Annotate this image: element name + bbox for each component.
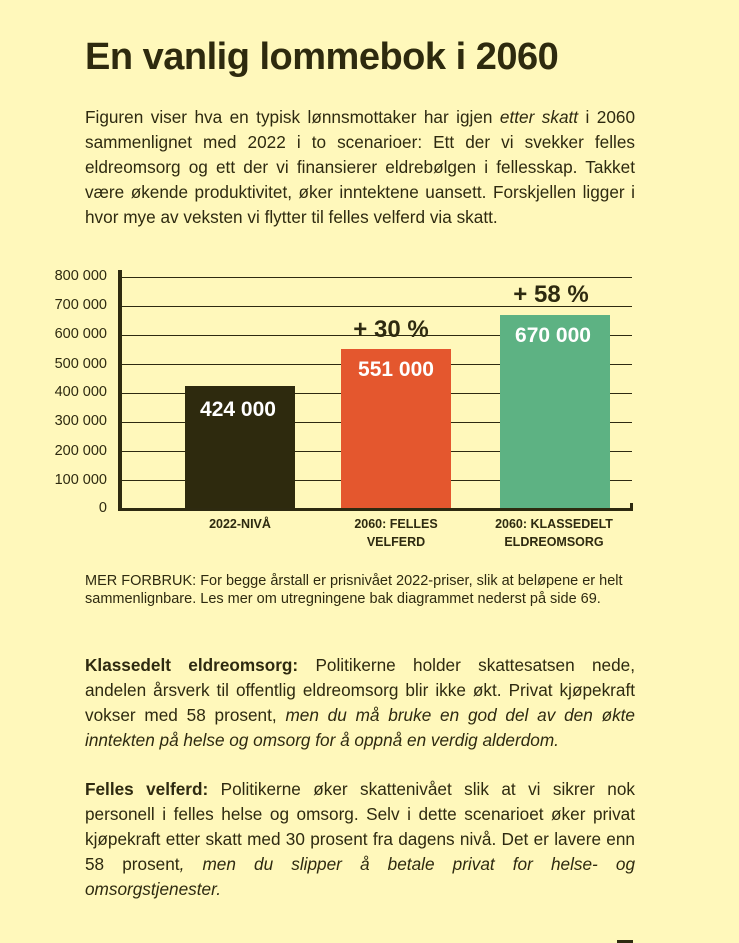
intro-emphasis: etter skatt <box>499 107 579 127</box>
section-text: Politikerne øker skattenivået slik at vi sikrer nok personell i felles helse og omsorg. Selv i dette scenarioet øker privat kjøpekraft etter skatt med 30 prosent fra dagens nivå. Det er lavere enn 58 prosent <box>85 779 636 874</box>
chart-caption: MER FORBRUK: For begge årstall er prisnivået 2022-priser, slik at beløpene er helt sammenlignbare. Les mer om utregningene bak diagrammet nederst på side 69. <box>85 573 623 607</box>
x-label-line: 2022-NIVÅ <box>209 517 271 531</box>
x-category-label <box>316 515 476 551</box>
y-tick: 700 000 <box>54 297 107 313</box>
x-axis-end-tick <box>630 503 633 511</box>
y-tick: 100 000 <box>54 472 107 488</box>
intro-paragraph <box>85 105 635 230</box>
y-axis <box>118 270 122 511</box>
bar-value-label: 551 000 <box>358 358 434 381</box>
bar-value-label: 424 000 <box>200 398 276 421</box>
y-tick: 300 000 <box>54 413 107 429</box>
section-heading: Klassedelt eldreomsorg: <box>85 655 299 675</box>
section-emphasis: , men du slipper å betale privat for helse- og omsorgstjenester. <box>85 854 635 899</box>
bar-change-label: + 58 % <box>513 281 589 308</box>
intro-text-cont: i 2060 sammenlignet med 2022 i to scenarioer: Ett der vi svekker felles eldreomsorg og ett der vi finansierer eldrebølgen i fellesskap. Takket være økende produktivitet, øker inntektene uansett. Forskjellen ligger i hvor mye av veksten vi flytter til felles velferd via skatt. <box>85 107 636 227</box>
y-tick: 600 000 <box>54 326 107 342</box>
bar-chart <box>0 262 739 562</box>
y-tick: 800 000 <box>54 268 107 284</box>
x-label-line: VELFERD <box>366 535 426 549</box>
section-text: Politikerne holder skattesatsen nede, andelen årsverk til offentlig eldreomsorg blir ikke økt. Privat kjøpekraft vokser med 58 prosent, <box>85 655 635 725</box>
bar-value-label: 670 000 <box>515 324 591 347</box>
bar-change-label: + 30 % <box>353 316 429 343</box>
intro-text: Figuren viser hva en typisk lønnsmottaker har igjen <box>85 107 500 127</box>
x-category-label <box>160 515 320 533</box>
y-tick: 400 000 <box>54 384 107 400</box>
x-category-label <box>474 515 634 551</box>
section-felles-velferd <box>85 777 635 902</box>
x-label-line: 2060: FELLES <box>354 517 438 531</box>
y-tick: 500 000 <box>54 356 107 372</box>
gridline <box>120 277 632 278</box>
y-tick: 200 000 <box>54 443 107 459</box>
section-heading: Felles velferd: <box>85 779 209 799</box>
x-label-line: 2060: KLASSEDELT <box>495 517 613 531</box>
x-label-line: ELDREOMSORG <box>504 535 604 549</box>
y-tick: 0 <box>98 500 107 516</box>
page-title: En vanlig lommebok i 2060 <box>85 36 559 78</box>
section-klassedelt <box>85 653 635 753</box>
x-axis <box>118 508 633 511</box>
section-emphasis: men du må bruke en god del av den økte inntekten på helse og omsorg for å oppnå en verdig alderdom. <box>85 705 635 750</box>
